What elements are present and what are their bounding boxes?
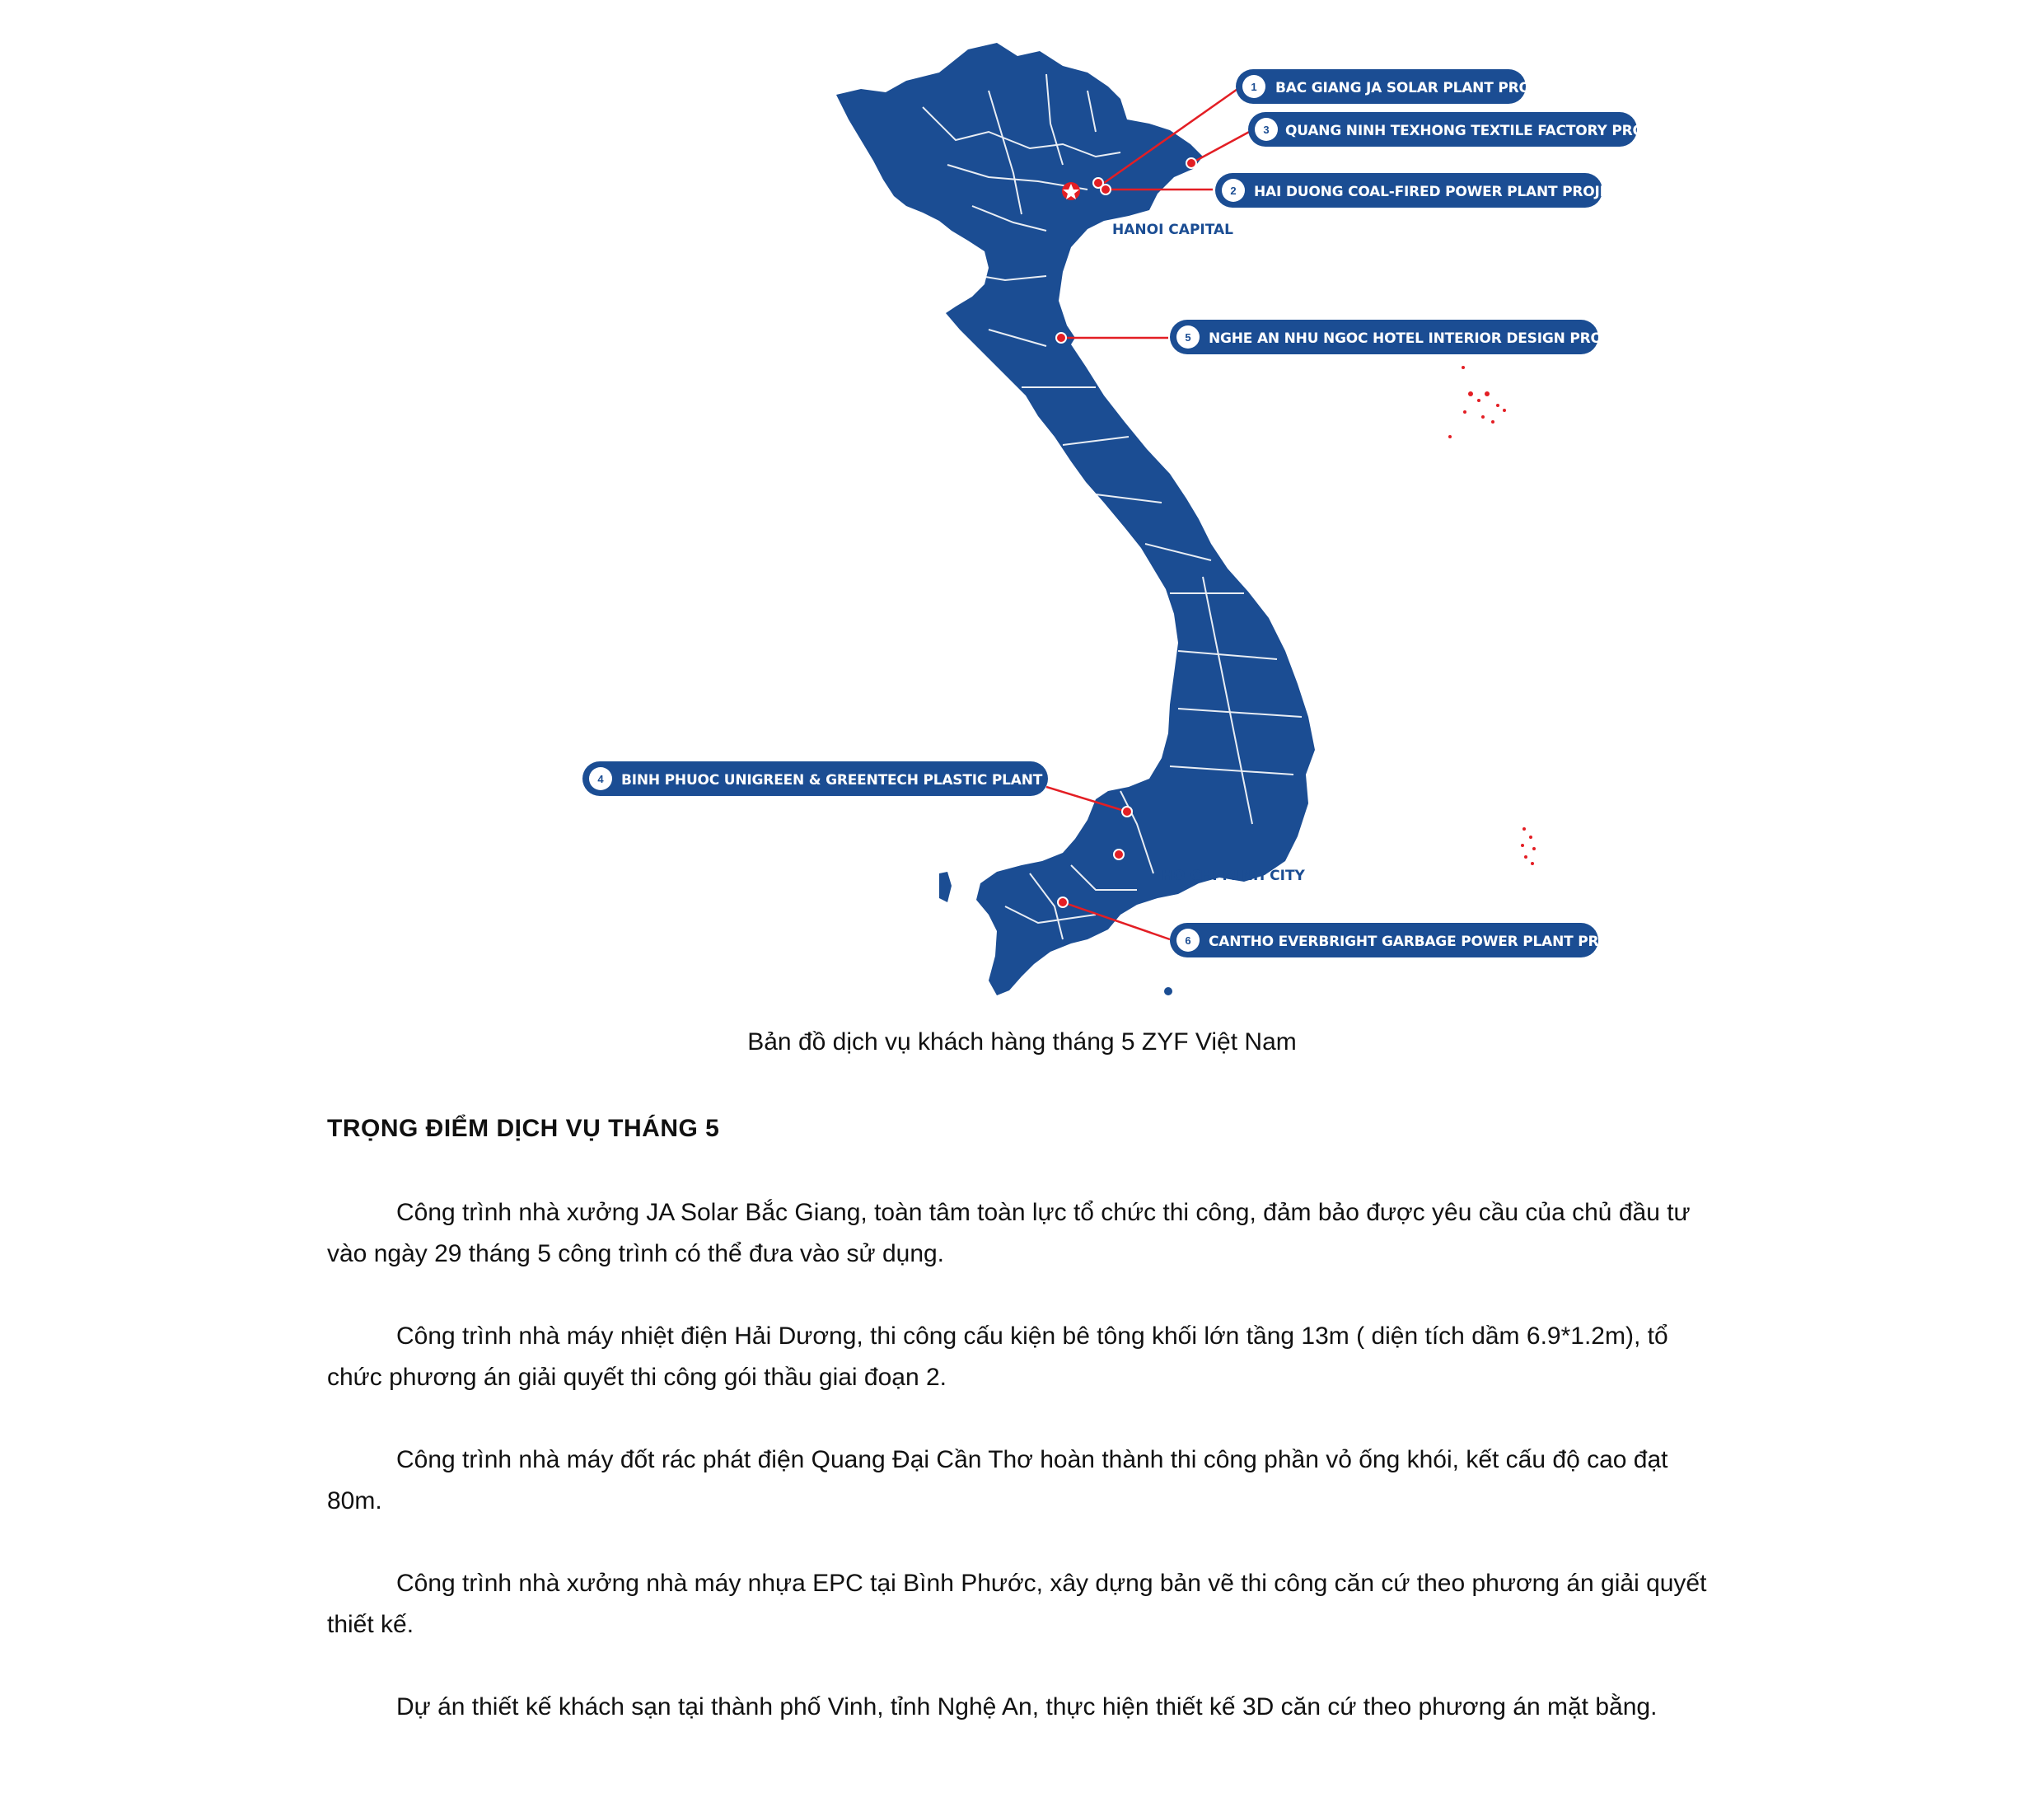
- project-label-4: [582, 761, 1114, 796]
- project-number: 3: [1263, 124, 1270, 136]
- hoang-sa-islands: [1448, 366, 1506, 438]
- project-number: 2: [1230, 185, 1237, 197]
- project-label-2: [1215, 173, 1629, 208]
- project-label-text: NGHE AN NHU NGOC HOTEL INTERIOR DESIGN PROJECT: [1209, 330, 1636, 347]
- project-label-1: [1236, 69, 1565, 104]
- project-number: 5: [1185, 331, 1191, 344]
- project-label-5: [1170, 320, 1637, 354]
- project-number: 4: [597, 773, 604, 785]
- project-label-text: QUANG NINH TEXHONG TEXTILE FACTORY PROJECT: [1285, 123, 1678, 139]
- city-label-hanoi: HANOI CAPITAL: [1112, 222, 1233, 238]
- map-caption: Bản đồ dịch vụ khách hàng tháng 5 ZYF Việt Nam: [747, 1028, 1297, 1056]
- project-label-3: [1248, 112, 1679, 147]
- project-label-text: CANTHO EVERBRIGHT GARBAGE POWER PLANT PROJECT: [1209, 934, 1644, 950]
- project-label-text: BINH PHUOC UNIGREEN & GREENTECH PLASTIC PLANT PROJECT: [621, 772, 1114, 789]
- truong-sa-islands: [1521, 827, 1536, 865]
- paragraph: Dự án thiết kế khách sạn tại thành phố Vinh, tỉnh Nghệ An, thực hiện thiết kế 3D căn cứ theo phương án mặt bằng.: [396, 1693, 1658, 1720]
- project-label-text: HAI DUONG COAL-FIRED POWER PLANT PROJECT: [1254, 184, 1629, 200]
- paragraph: Công trình nhà xưởng nhà máy nhựa EPC tại Bình Phước, xây dựng bản vẽ thi công căn cứ theo phương án giải quyết thiết kế.: [327, 1570, 1707, 1638]
- paragraph: Công trình nhà xưởng JA Solar Bắc Giang, toàn tâm toàn lực tổ chức thi công, đảm bảo được yêu cầu của chủ đầu tư vào ngày 29 tháng 5 công trình có thể đưa vào sử dụng.: [327, 1199, 1691, 1267]
- con-dao-island: [1164, 987, 1172, 995]
- paragraph: Công trình nhà máy nhiệt điện Hải Dương, thi công cấu kiện bê tông khối lớn tầng 13m ( diện tích dầm 6.9*1.2m), tổ chức phương án giải quyết thi công gói thầu giai đoạn 2.: [327, 1323, 1668, 1391]
- project-number: 1: [1251, 81, 1257, 93]
- section-heading: TRỌNG ĐIỂM DỊCH VỤ THÁNG 5: [327, 1115, 720, 1142]
- phu-quoc-island: [939, 872, 952, 902]
- city-label-hcmc: HO CHI MINH CITY: [1162, 868, 1305, 884]
- project-number: 6: [1185, 934, 1191, 947]
- project-label-6: [1170, 923, 1644, 957]
- paragraph: Công trình nhà máy đốt rác phát điện Quang Đại Cần Thơ hoàn thành thi công phần vỏ ống khói, kết cấu độ cao đạt 80m.: [327, 1446, 1668, 1514]
- project-label-text: BAC GIANG JA SOLAR PLANT PROJECT: [1275, 80, 1565, 96]
- hanoi-star-icon: [1062, 182, 1080, 200]
